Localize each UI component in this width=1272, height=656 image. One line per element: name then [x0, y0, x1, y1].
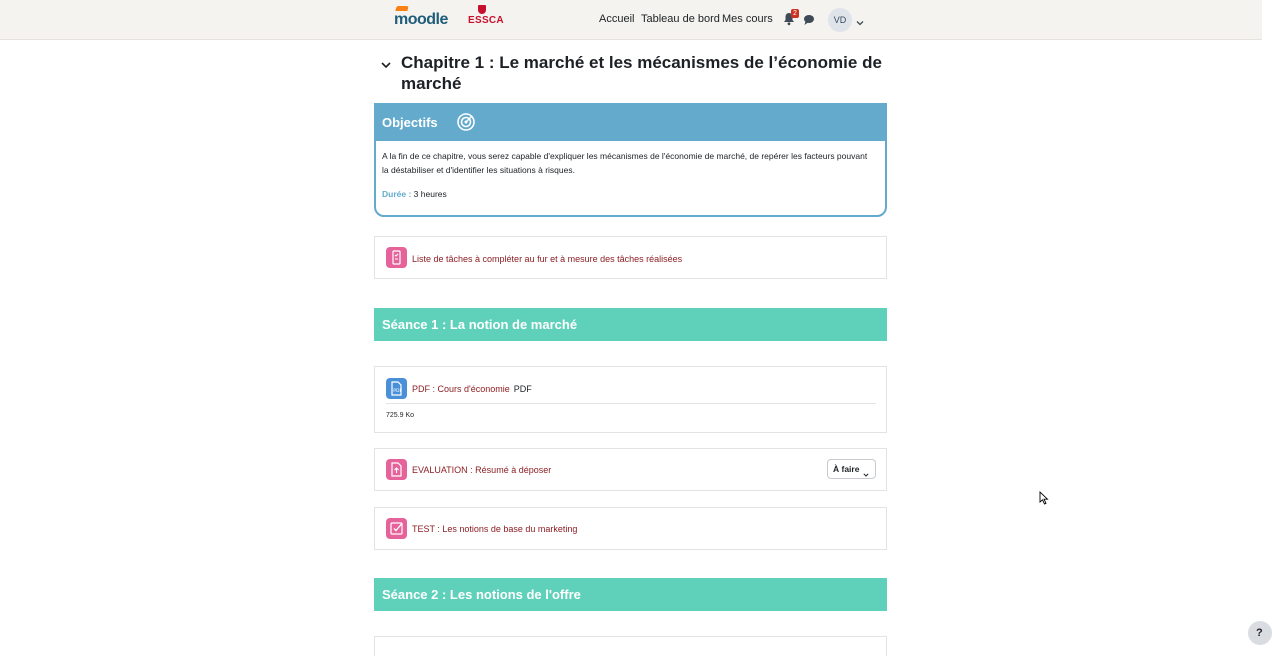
- objectives-header: [376, 105, 885, 141]
- chevron-down-icon: [863, 466, 869, 472]
- top-navbar: [0, 0, 1262, 40]
- activity-checklist[interactable]: [374, 236, 887, 279]
- checklist-link[interactable]: Liste de tâches à compléter au fur et à mesure des tâches réalisées: [412, 254, 683, 264]
- user-menu-chevron-down-icon[interactable]: [856, 14, 864, 22]
- chapter-title: Chapitre 1 : Le marché et les mécanismes de l’économie de marché: [401, 53, 882, 93]
- section-seance-1-header: [374, 308, 887, 341]
- duration-label: Durée :: [382, 189, 412, 199]
- nav-link-home[interactable]: Accueil: [599, 13, 635, 25]
- completion-status-label: À faire: [833, 464, 860, 474]
- target-icon: [456, 112, 476, 132]
- user-avatar[interactable]: VD: [828, 8, 852, 32]
- moodle-hat-icon: [395, 6, 408, 11]
- duration-value: 3 heures: [413, 189, 447, 199]
- test-link[interactable]: TEST : Les notions de base du marketing: [412, 524, 578, 534]
- activity-divider: [386, 403, 876, 404]
- moodle-logo[interactable]: [394, 11, 448, 29]
- svg-text:PDF: PDF: [393, 389, 403, 394]
- quiz-icon: [386, 518, 407, 539]
- pdf-file-size: 725.9 Ko: [386, 412, 415, 419]
- seance-2-title: Séance 2 : Les notions de l'offre: [382, 587, 581, 602]
- section-collapse-chevron-icon[interactable]: [380, 58, 392, 70]
- activity-pdf[interactable]: [374, 366, 887, 433]
- objectives-duration: [382, 189, 447, 199]
- completion-status-dropdown[interactable]: [827, 459, 876, 479]
- pdf-link[interactable]: [412, 384, 532, 394]
- essca-logo[interactable]: [468, 5, 504, 29]
- essca-shield-icon: [478, 5, 486, 14]
- nav-link-dashboard[interactable]: Tableau de bord: [641, 13, 720, 25]
- moodle-logo-text: moodle: [394, 11, 448, 28]
- evaluation-link[interactable]: EVALUATION : Résumé à déposer: [412, 465, 552, 475]
- pdf-link-label: PDF : Cours d'économie: [412, 384, 510, 394]
- nav-link-my-courses[interactable]: Mes cours: [722, 13, 773, 25]
- mouse-cursor-icon: [1039, 491, 1049, 505]
- activity-evaluation[interactable]: [374, 448, 887, 491]
- objectives-title: Objectifs: [382, 115, 438, 130]
- notifications-count-badge: 2: [791, 9, 799, 18]
- pdf-file-icon: [386, 378, 407, 399]
- seance-1-title: Séance 1 : La notion de marché: [382, 317, 578, 332]
- pdf-file-type: PDF: [513, 384, 532, 394]
- objectives-description: A la fin de ce chapitre, vous serez capable d'expliquer les mécanismes de l'économie de marché, de repérer les facteurs pouvant la déstabiliser et d'identifier les situations à risques.: [382, 151, 868, 175]
- objectives-block: [374, 103, 887, 217]
- checklist-icon: [386, 247, 407, 268]
- essca-logo-text: ESSCA: [468, 15, 504, 26]
- activity-next-partial[interactable]: [374, 636, 887, 656]
- help-button[interactable]: ?: [1248, 621, 1272, 645]
- section-seance-2-header: [374, 578, 887, 611]
- assignment-upload-icon: [386, 459, 407, 480]
- messages-chat-icon[interactable]: [803, 13, 815, 25]
- activity-test[interactable]: [374, 507, 887, 550]
